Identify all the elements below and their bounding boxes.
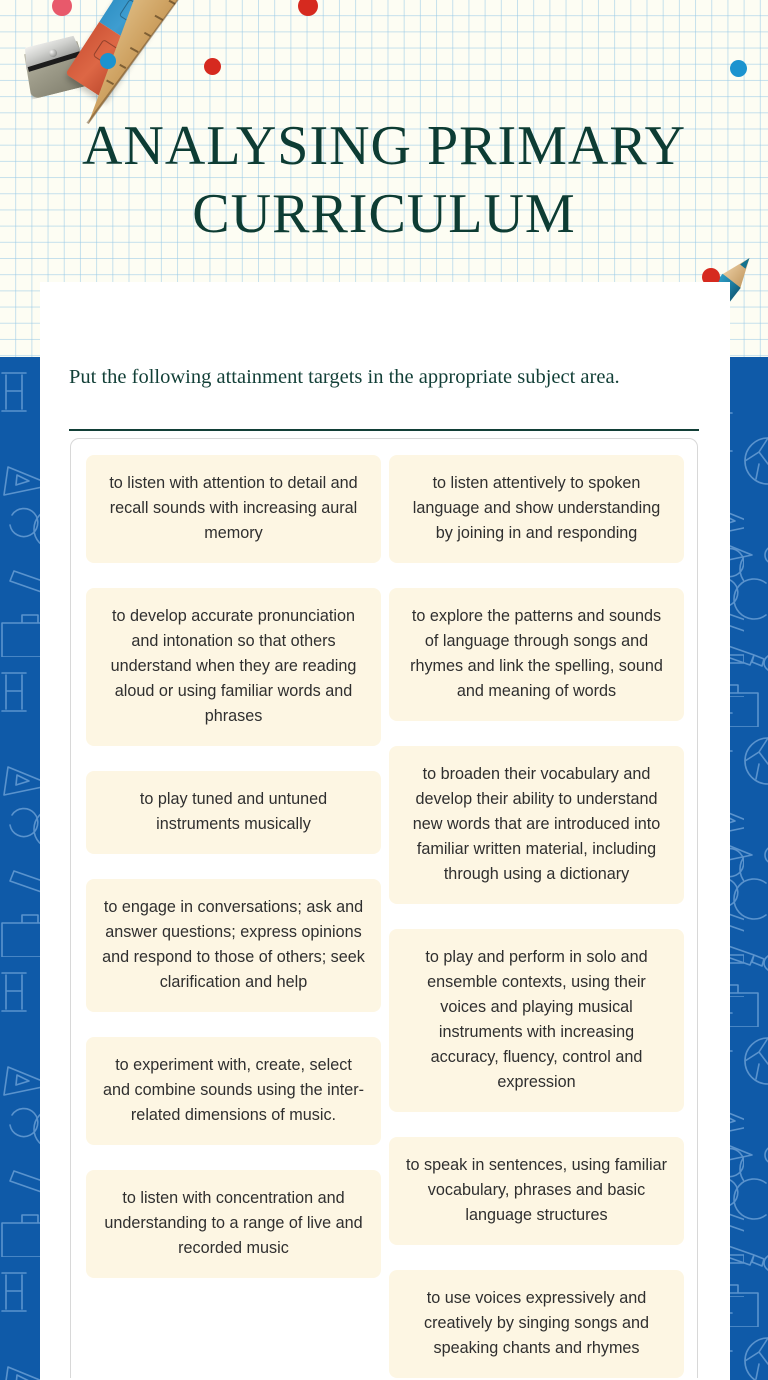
red-dot [298,0,318,16]
content-panel [40,282,730,1380]
attainment-targets-grid [86,455,684,1378]
pink-dot [52,0,72,16]
attainment-target-card[interactable]: to develop accurate pronunciation and intonation so that others understand when they are reading aloud or using familiar words and phrases [86,588,381,746]
attainment-target-card[interactable]: to listen with attention to detail and recall sounds with increasing aural memory [86,455,381,563]
left-column [86,455,381,1278]
doodle-pattern-right [730,357,768,1380]
horizontal-rule [69,429,699,431]
attainment-target-card[interactable]: to listen with concentration and understanding to a range of live and recorded music [86,1170,381,1278]
attainment-target-card[interactable]: to listen attentively to spoken language and show understanding by joining in and responding [389,455,684,563]
right-column [389,455,684,1378]
attainment-target-card[interactable]: to explore the patterns and sounds of language through songs and rhymes and link the spelling, sound and meaning of words [389,588,684,721]
blue-dot [730,60,747,77]
attainment-targets-container [70,438,698,1378]
blue-dot [100,53,116,69]
doodle-pattern-left [0,357,40,1380]
red-dot [204,58,221,75]
attainment-target-card[interactable]: to play tuned and untuned instruments musically [86,771,381,854]
attainment-target-card[interactable]: to speak in sentences, using familiar vocabulary, phrases and basic language structures [389,1137,684,1245]
attainment-target-card[interactable]: to play and perform in solo and ensemble contexts, using their voices and playing musical instruments with increasing accuracy, fluency, control and expression [389,929,684,1112]
attainment-target-card[interactable]: to engage in conversations; ask and answer questions; express opinions and respond to those of others; seek clarification and help [86,879,381,1012]
instruction-text: Put the following attainment targets in the appropriate subject area. [69,366,620,388]
attainment-target-card[interactable]: to experiment with, create, select and combine sounds using the inter-related dimensions of music. [86,1037,381,1145]
page-title: ANALYSING PRIMARY CURRICULUM [81,115,687,245]
attainment-target-card[interactable]: to use voices expressively and creatively by singing songs and speaking chants and rhymes [389,1270,684,1378]
attainment-target-card[interactable]: to broaden their vocabulary and develop their ability to understand new words that are introduced into familiar written material, including through using a dictionary [389,746,684,904]
